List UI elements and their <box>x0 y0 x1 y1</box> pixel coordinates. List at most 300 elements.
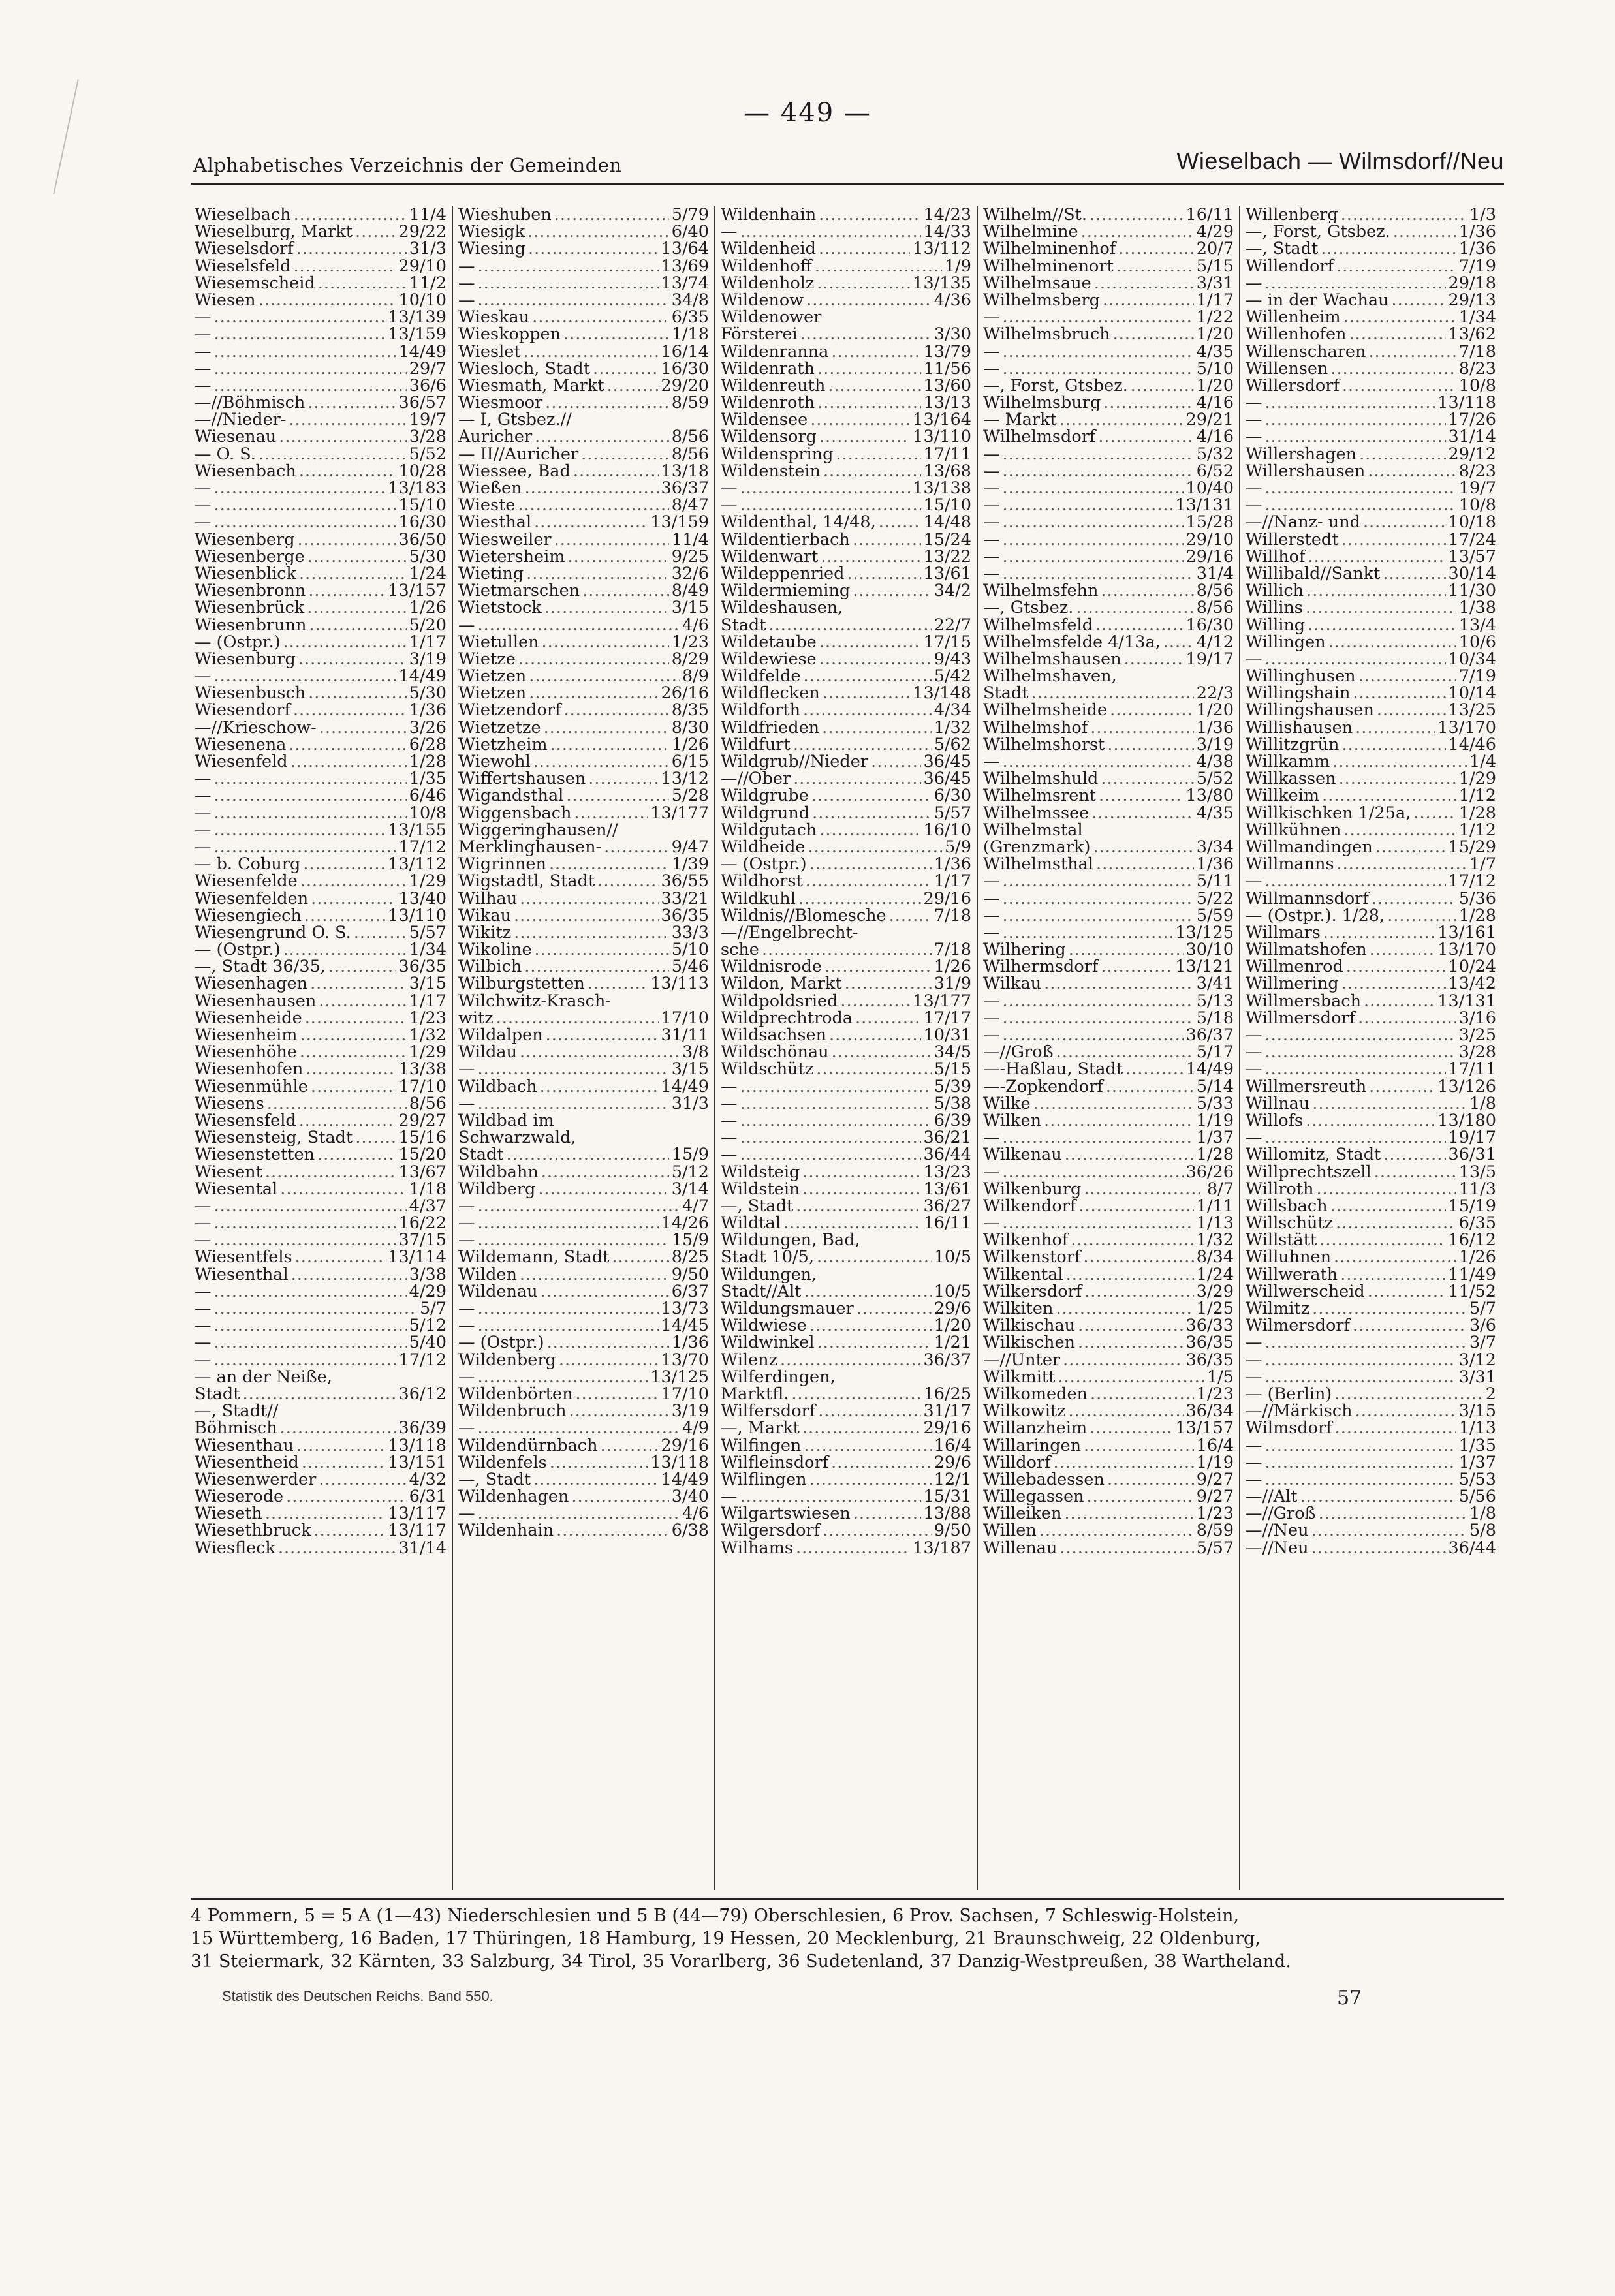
region-code: 13/155 <box>388 821 447 839</box>
dot-leader <box>798 890 921 907</box>
sheet-number: 57 <box>1337 1987 1362 2009</box>
dot-leader <box>299 463 396 480</box>
region-code: 15/19 <box>1448 1197 1496 1215</box>
place-name: Willwerath <box>1246 1265 1338 1283</box>
region-code: 8/30 <box>671 719 709 736</box>
region-code: 14/49 <box>661 1470 709 1489</box>
gazetteer-entry <box>983 1471 1234 1488</box>
place-name: Wildendürnbach <box>458 1436 598 1454</box>
dot-leader <box>478 1198 680 1215</box>
gazetteer-entry <box>458 548 709 565</box>
region-code: 13/74 <box>661 274 709 292</box>
region-code: 1/26 <box>933 958 971 976</box>
gazetteer-entry <box>195 548 447 565</box>
place-name: Willershagen <box>1246 445 1357 463</box>
place-name: Wildfelde <box>721 668 801 685</box>
region-code: 4/32 <box>409 1470 447 1489</box>
place-name: Wilhelmsrent <box>983 787 1096 805</box>
place-name: Auricher <box>458 428 533 446</box>
dot-leader <box>303 856 385 873</box>
place-name: Wilhams <box>721 1539 793 1557</box>
region-code: 29/12 <box>1448 445 1496 463</box>
place-name: — <box>195 821 212 839</box>
dot-leader <box>823 463 921 480</box>
gazetteer-entry <box>458 822 709 839</box>
gazetteer-entry <box>721 770 971 787</box>
place-name: — <box>1246 1351 1262 1369</box>
place-name: Willen <box>983 1522 1037 1540</box>
dot-leader <box>1101 770 1193 787</box>
gazetteer-entry <box>983 326 1234 343</box>
dot-leader <box>1003 873 1194 890</box>
gazetteer-entry <box>458 736 709 753</box>
gazetteer-entry <box>1246 1386 1496 1403</box>
region-code: 4/16 <box>1196 394 1234 412</box>
region-code: 30/10 <box>1185 941 1234 959</box>
dot-leader <box>1377 702 1446 719</box>
gazetteer-entry <box>983 1386 1234 1403</box>
region-code: 13/113 <box>650 975 709 993</box>
region-code: 16/25 <box>923 1385 971 1403</box>
dot-leader <box>478 1232 669 1249</box>
gazetteer-entry <box>983 839 1234 856</box>
place-name: Wildtal <box>721 1215 781 1232</box>
gazetteer-entry <box>458 514 709 531</box>
dot-leader <box>819 822 920 839</box>
dot-leader <box>1322 787 1456 804</box>
place-name: Wildensorg <box>721 428 817 446</box>
gazetteer-entry <box>195 1522 447 1539</box>
region-code: 36/35 <box>398 958 447 976</box>
dot-leader <box>1003 497 1173 514</box>
dot-leader <box>815 258 942 275</box>
region-code: 13/117 <box>388 1522 447 1540</box>
gazetteer-entry <box>721 839 971 856</box>
place-name: — <box>983 1129 1000 1147</box>
region-code: 36/37 <box>923 1351 971 1369</box>
dot-leader <box>311 1078 396 1095</box>
region-code: 1/36 <box>409 702 447 719</box>
gazetteer-entry <box>1246 565 1496 582</box>
dot-leader <box>796 1198 920 1215</box>
region-code: 36/26 <box>1185 1163 1234 1181</box>
region-code: 5/9 <box>944 838 971 856</box>
gazetteer-entry <box>983 1369 1234 1386</box>
region-code: 1/19 <box>1196 1111 1234 1130</box>
dot-leader <box>214 514 396 531</box>
dot-leader <box>831 343 920 360</box>
gazetteer-entry <box>195 975 447 992</box>
place-name: — <box>983 1163 1000 1181</box>
dot-leader <box>214 822 386 839</box>
gazetteer-entry <box>983 1044 1234 1061</box>
place-name: Wietstock <box>458 599 542 617</box>
place-name: Wiesenfelde <box>195 873 298 890</box>
place-name: — (Ostpr.) <box>195 941 281 959</box>
gazetteer-entry <box>721 1334 971 1351</box>
dot-leader <box>1087 1488 1194 1505</box>
gazetteer-entry <box>1246 1334 1496 1351</box>
region-code: 36/6 <box>409 377 447 395</box>
dot-leader <box>817 1249 932 1265</box>
dot-leader <box>1265 1369 1456 1386</box>
gazetteer-entry <box>721 958 971 975</box>
dot-leader <box>1343 822 1456 839</box>
gazetteer-entry <box>458 292 709 309</box>
place-name: — <box>1246 274 1262 292</box>
region-code: 5/14 <box>1196 1078 1234 1095</box>
gazetteer-entry <box>1246 770 1496 787</box>
gazetteer-entry <box>458 805 709 822</box>
region-code: 10/10 <box>398 291 447 309</box>
gazetteer-entry <box>983 258 1234 275</box>
dot-leader <box>1374 1164 1456 1181</box>
region-code: 13/110 <box>913 428 971 446</box>
place-name: Willersdorf <box>1246 377 1340 395</box>
region-code: 15/31 <box>923 1488 971 1506</box>
gazetteer-entry <box>458 343 709 360</box>
place-name: — b. Coburg <box>195 856 301 873</box>
region-code: 1/37 <box>1458 1453 1496 1471</box>
gazetteer-entry <box>1246 1044 1496 1061</box>
dot-leader <box>816 1061 931 1078</box>
gazetteer-entry <box>1246 1249 1496 1265</box>
region-code: 5/39 <box>933 1078 971 1095</box>
dot-leader <box>802 1181 920 1198</box>
region-code: 7/18 <box>933 941 971 959</box>
gazetteer-entry <box>1246 258 1496 275</box>
gazetteer-entry <box>195 753 447 770</box>
gazetteer-entry <box>1246 309 1496 326</box>
dot-leader <box>554 206 669 223</box>
dot-leader <box>289 736 406 753</box>
gazetteer-entry <box>1246 1522 1496 1539</box>
gazetteer-entry <box>195 958 447 975</box>
gazetteer-entry <box>1246 1266 1496 1283</box>
place-name: Wildenroth <box>721 394 815 412</box>
region-code: 1/12 <box>1458 787 1496 805</box>
gazetteer-entry <box>983 1198 1234 1215</box>
region-code: 13/80 <box>1185 787 1234 805</box>
place-name: Willmersbach <box>1246 992 1362 1010</box>
gazetteer-entry <box>983 1249 1234 1265</box>
region-code: 1/32 <box>1196 1232 1234 1249</box>
dot-leader <box>1355 719 1435 736</box>
dot-leader <box>259 292 396 309</box>
region-code: 13/57 <box>1448 548 1496 565</box>
gazetteer-entry <box>458 1215 709 1232</box>
place-name: Wilmsdorf <box>1246 1419 1332 1437</box>
gazetteer-entry <box>195 1198 447 1215</box>
gazetteer-entry <box>458 617 709 634</box>
place-name: — <box>721 223 738 241</box>
place-name: Wietullen <box>458 633 539 651</box>
dot-leader <box>214 805 407 822</box>
dot-leader <box>355 223 396 240</box>
dot-leader <box>582 582 669 599</box>
dot-leader <box>518 651 669 668</box>
region-code: 6/38 <box>671 1522 709 1540</box>
dot-leader <box>1056 1044 1194 1061</box>
gazetteer-entry <box>458 599 709 616</box>
region-code: 34/8 <box>671 291 709 309</box>
place-name: Wiesenfeld <box>195 753 288 771</box>
place-name: witz <box>458 1009 494 1027</box>
gazetteer-entry <box>458 839 709 856</box>
region-code: 4/34 <box>933 702 971 719</box>
gazetteer-entry <box>195 907 447 924</box>
place-name: — <box>1246 873 1262 890</box>
place-name: — <box>195 1334 212 1352</box>
dot-leader <box>541 1164 669 1181</box>
dot-leader <box>214 1215 396 1232</box>
region-code: 1/17 <box>1196 291 1234 309</box>
gazetteer-entry <box>458 275 709 292</box>
dot-leader <box>520 1044 680 1061</box>
page-number: — 449 — <box>744 98 871 128</box>
dot-leader <box>300 1027 406 1044</box>
region-code: 15/28 <box>1185 514 1234 531</box>
gazetteer-entry <box>721 1078 971 1095</box>
place-name: Willstätt <box>1246 1232 1317 1249</box>
gazetteer-entry <box>721 1232 971 1249</box>
dot-leader <box>563 326 669 343</box>
gazetteer-entry <box>983 1437 1234 1454</box>
place-name: — Markt <box>983 411 1057 429</box>
place-name: Wilfleinsdorf <box>721 1453 829 1471</box>
dot-leader <box>1370 941 1435 958</box>
dot-leader <box>278 1540 396 1557</box>
region-code: 1/18 <box>409 1180 447 1198</box>
place-name: Willmenrod <box>1246 958 1343 976</box>
place-name: Wietzheim <box>458 736 548 753</box>
gazetteer-entry <box>1246 446 1496 463</box>
region-code: 13/177 <box>913 992 971 1010</box>
dot-leader <box>1330 1198 1446 1215</box>
dot-leader <box>1084 1181 1204 1198</box>
gazetteer-entry <box>458 958 709 975</box>
region-code: 29/10 <box>1185 531 1234 548</box>
gazetteer-entry <box>721 1249 971 1265</box>
place-name: Wilhelmsthal <box>983 856 1094 873</box>
gazetteer-entry <box>195 668 447 685</box>
region-code: 8/7 <box>1206 1180 1234 1198</box>
place-name: Wiesengiech <box>195 907 302 924</box>
place-name: Willsbach <box>1246 1197 1328 1215</box>
place-name: — (Berlin) <box>1246 1385 1332 1403</box>
region-code: 17/12 <box>398 838 447 856</box>
dot-leader <box>1341 531 1446 548</box>
place-name: Wildgrub//Nieder <box>721 753 869 771</box>
gazetteer-entry <box>458 1061 709 1078</box>
region-code: 17/12 <box>398 1351 447 1369</box>
gazetteer-entry <box>721 1437 971 1454</box>
gazetteer-entry <box>983 941 1234 958</box>
running-header-range: Wieselbach — Wilmsdorf//Neu <box>1176 147 1504 174</box>
gazetteer-entry <box>983 856 1234 873</box>
dot-leader <box>478 1061 669 1078</box>
region-code: 6/35 <box>1458 1215 1496 1232</box>
dot-leader <box>1064 1505 1193 1522</box>
dot-leader <box>1091 805 1193 822</box>
gazetteer-entry <box>721 1164 971 1181</box>
gazetteer-entry <box>983 206 1234 223</box>
place-name: Wieshuben <box>458 206 552 224</box>
place-name: — <box>721 1094 738 1112</box>
dot-leader <box>1349 326 1445 343</box>
place-name: Wildentierbach <box>721 531 850 548</box>
dot-leader <box>1003 993 1194 1010</box>
gazetteer-entry <box>458 1317 709 1334</box>
region-code: 36/35 <box>1185 1351 1234 1369</box>
place-name: — <box>1246 1453 1262 1471</box>
dot-leader <box>214 1232 396 1249</box>
region-code: 11/49 <box>1448 1265 1496 1283</box>
place-name: —-Haßlau, Stadt <box>983 1061 1123 1078</box>
gazetteer-columns <box>189 206 1503 1890</box>
region-code: 8/49 <box>671 582 709 600</box>
place-name: —//Nanz- und <box>1246 514 1360 531</box>
region-code: 13/159 <box>650 514 709 531</box>
place-name: — <box>1246 1061 1262 1078</box>
dot-leader <box>1306 1112 1435 1129</box>
region-code: 13/125 <box>1175 923 1234 942</box>
gazetteer-entry <box>983 446 1234 463</box>
place-name: Wießen <box>458 480 522 497</box>
gazetteer-entry <box>983 565 1234 582</box>
place-name: Wilhelmsburg <box>983 394 1101 412</box>
place-name: Wilhelmshausen <box>983 650 1121 668</box>
gazetteer-entry <box>983 411 1234 428</box>
region-code: 13/70 <box>661 1351 709 1369</box>
place-name: Willebadessen <box>983 1470 1105 1489</box>
region-code: 14/23 <box>923 206 971 224</box>
dot-leader <box>354 924 407 941</box>
region-code: 36/50 <box>398 531 447 548</box>
region-code: 9/25 <box>671 548 709 565</box>
place-name: Willmersdorf <box>1246 1009 1356 1027</box>
region-code: 13/117 <box>388 1505 447 1523</box>
region-code: 10/8 <box>1458 377 1496 395</box>
place-name: Wildungsmauer <box>721 1300 854 1318</box>
region-code: 5/12 <box>409 1317 447 1335</box>
place-name: Wiesenblick <box>195 565 296 583</box>
gazetteer-entry <box>1246 651 1496 668</box>
place-name: Willmersreuth <box>1246 1078 1367 1095</box>
region-code: 13/125 <box>650 1368 709 1386</box>
place-name: Wilhelmine <box>983 223 1078 241</box>
gazetteer-entry <box>983 634 1234 651</box>
region-code: 13/157 <box>388 582 447 600</box>
dot-leader <box>588 975 648 992</box>
region-code: 1/8 <box>1469 1505 1496 1523</box>
region-code: 9/27 <box>1196 1488 1234 1506</box>
gazetteer-entry <box>458 1369 709 1386</box>
dot-leader <box>296 1437 385 1454</box>
dot-leader <box>780 1352 920 1369</box>
column-2 <box>452 206 714 1890</box>
dot-leader <box>1341 736 1445 753</box>
gazetteer-entry <box>1246 736 1496 753</box>
region-code: 30/14 <box>1448 565 1496 583</box>
region-code: 14/46 <box>1448 736 1496 753</box>
dot-leader <box>1003 309 1194 326</box>
place-name: Wildungen, Bad, <box>721 1232 860 1249</box>
dot-leader <box>1090 1386 1194 1403</box>
place-name: Willingshain <box>1246 685 1351 702</box>
place-name: Wiesenstetten <box>195 1146 315 1164</box>
place-name: Wildenreuth <box>721 377 826 395</box>
dot-leader <box>1003 907 1194 924</box>
place-name: Wilhelmsberg <box>983 291 1100 309</box>
dot-leader <box>740 1078 932 1095</box>
dot-leader <box>550 1454 648 1471</box>
region-code: 13/79 <box>923 343 971 360</box>
region-code: 16/12 <box>1448 1232 1496 1249</box>
gazetteer-entry <box>983 275 1234 292</box>
place-name: Willershausen <box>1246 462 1366 480</box>
place-name: Wildenhoff <box>721 257 812 275</box>
gazetteer-entry <box>721 1488 971 1505</box>
dot-leader <box>1265 480 1456 497</box>
place-name: Wildenholz <box>721 274 815 292</box>
region-code: 13/110 <box>388 907 447 924</box>
region-code: 10/40 <box>1185 480 1234 497</box>
region-code: 8/9 <box>682 668 709 685</box>
region-code: 15/10 <box>923 497 971 514</box>
region-code: 13/121 <box>1175 958 1234 976</box>
dot-leader <box>856 1300 932 1317</box>
place-name: Wiesenheim <box>195 1027 298 1044</box>
dot-leader <box>1003 548 1184 565</box>
place-name: Wigrinnen <box>458 856 546 873</box>
region-code: 1/23 <box>671 633 709 651</box>
place-name: Wildenranna <box>721 343 829 360</box>
dot-leader <box>294 206 407 223</box>
place-name: Wietersheim <box>458 548 565 565</box>
region-code: 31/14 <box>398 1539 447 1557</box>
gazetteer-entry <box>195 924 447 941</box>
region-code: 26/16 <box>661 685 709 702</box>
region-code: 1/7 <box>1469 856 1496 873</box>
place-name: Willich <box>1246 582 1304 600</box>
dot-leader <box>1308 617 1456 634</box>
region-code: 36/55 <box>661 873 709 890</box>
place-name: Wilchwitz-Krasch- <box>458 992 611 1010</box>
region-code: 1/19 <box>1196 1453 1234 1471</box>
region-code: 1/21 <box>933 1334 971 1352</box>
region-code: 13/118 <box>388 1436 447 1454</box>
region-code: 3/28 <box>409 428 447 446</box>
gazetteer-entry <box>721 907 971 924</box>
dot-leader <box>478 258 659 275</box>
region-code: 5/30 <box>409 685 447 702</box>
place-name: Wiesenau <box>195 428 277 446</box>
place-name: Wildenfels <box>458 1453 547 1471</box>
gazetteer-entry <box>721 497 971 514</box>
region-code: 5/36 <box>1458 890 1496 907</box>
dot-leader <box>538 1181 668 1198</box>
region-code: 31/3 <box>409 240 447 258</box>
dot-leader <box>478 1419 680 1436</box>
place-name: —//Groß <box>1246 1505 1316 1523</box>
place-name: Willwerscheid <box>1246 1282 1365 1300</box>
place-name: Wilkenau <box>983 1146 1062 1164</box>
gazetteer-entry <box>983 1403 1234 1419</box>
gazetteer-entry <box>983 309 1234 326</box>
gazetteer-entry <box>721 1198 971 1215</box>
place-name: — <box>983 565 1000 583</box>
